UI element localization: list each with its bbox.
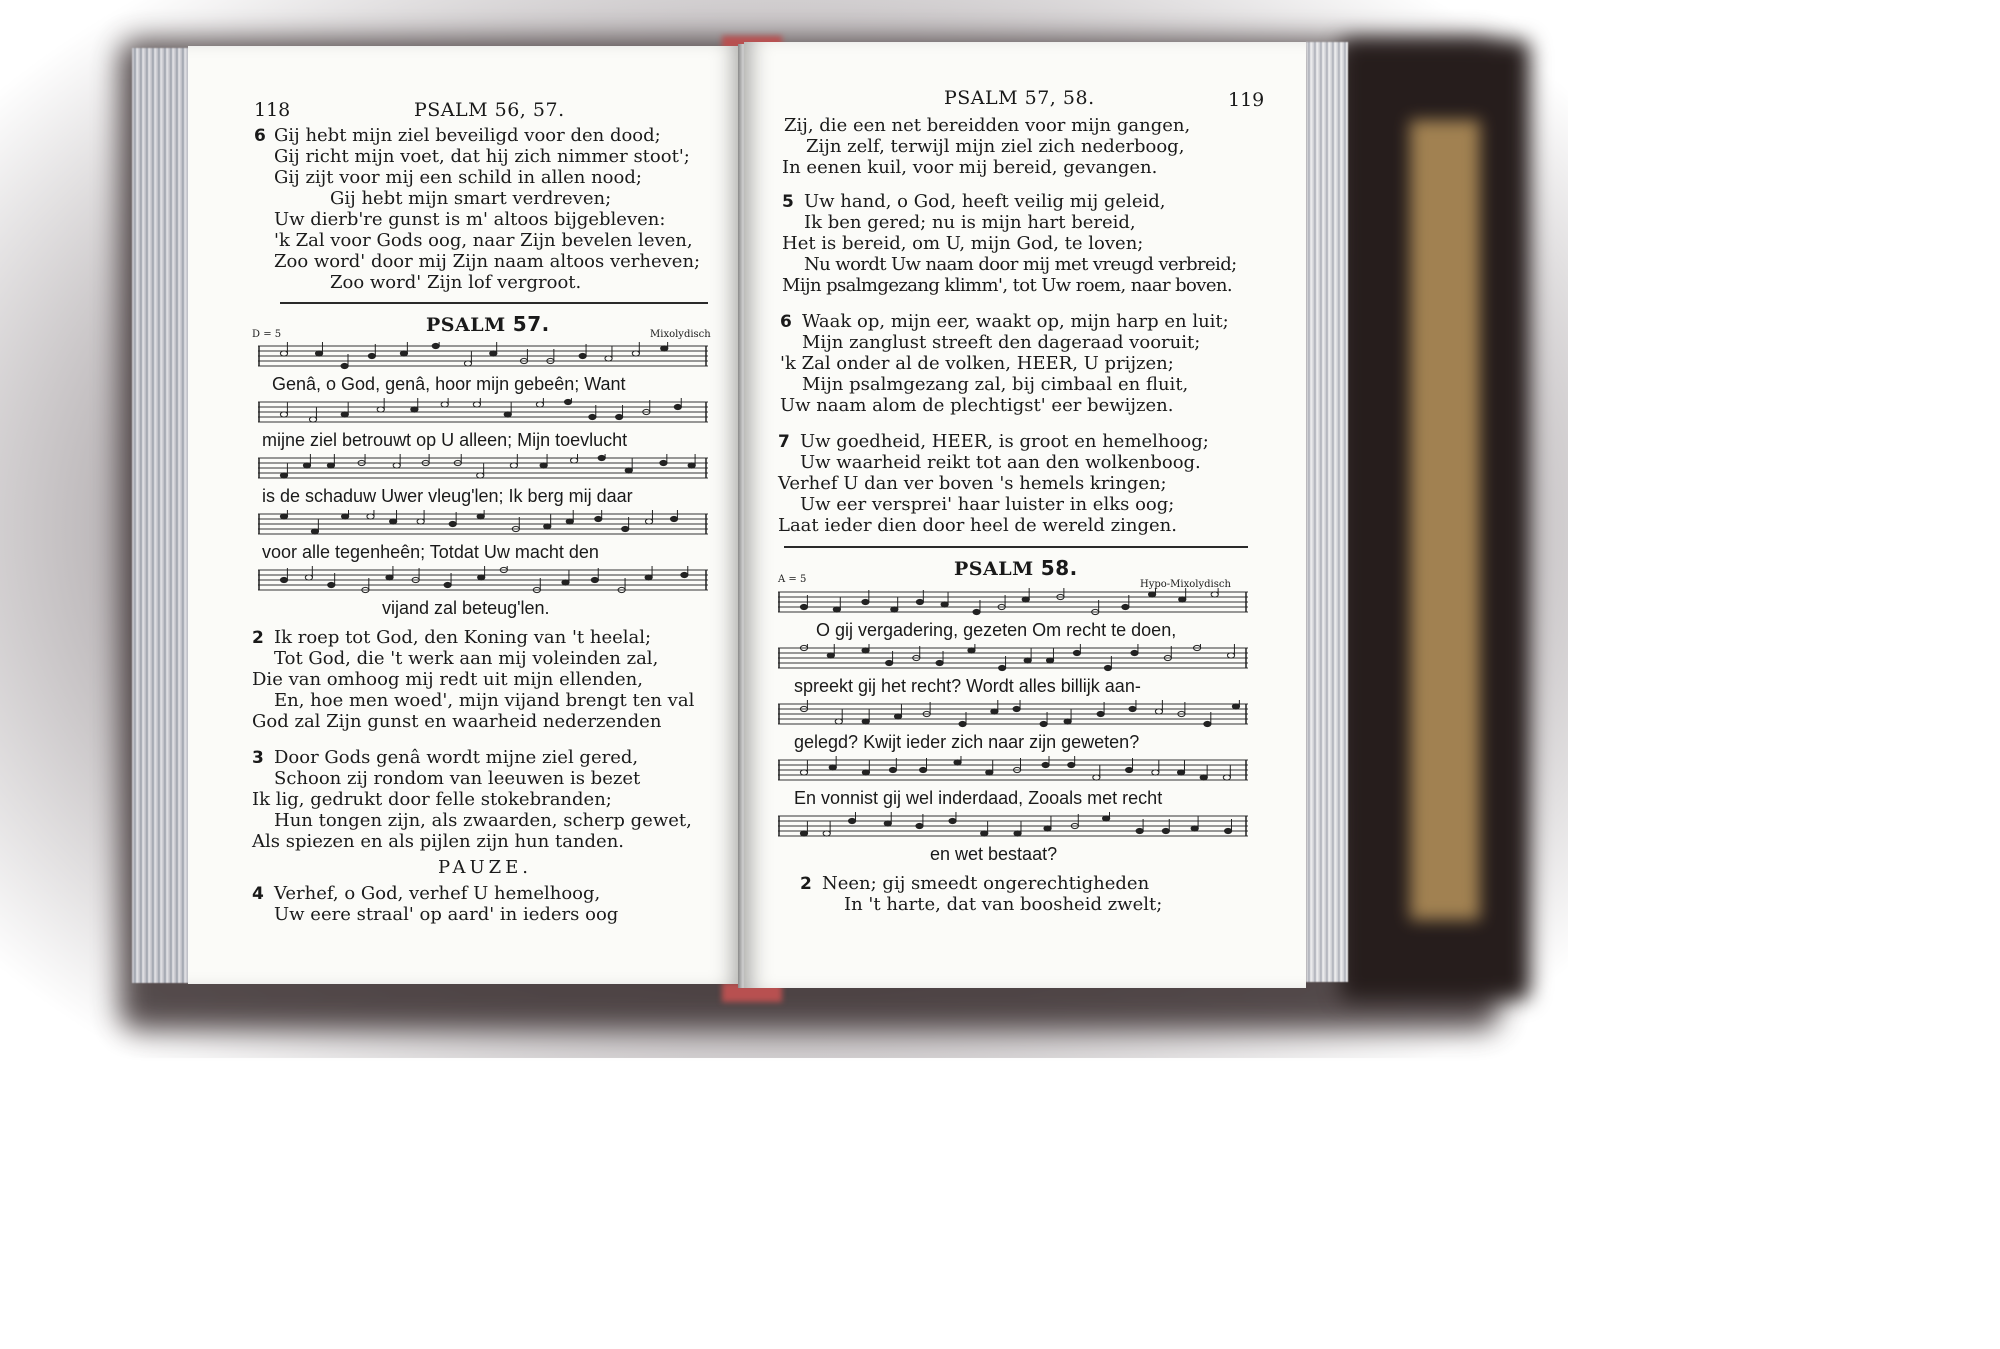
note-head	[823, 831, 830, 836]
verse-line: Mijn psalmgezang klimm', tot Uw roem, naar boven.	[782, 275, 1232, 296]
note-head	[1046, 658, 1053, 663]
verse-line: Gij richt mijn voet, dat hij zich nimmer stoot';	[274, 146, 690, 167]
note-head	[954, 760, 961, 765]
note-head	[1014, 831, 1021, 836]
note-head	[540, 463, 547, 468]
note-head	[991, 709, 998, 714]
note-head	[1022, 597, 1029, 602]
note-head	[681, 572, 688, 577]
note-head	[973, 609, 980, 614]
lyric-line: gelegd? Kwijt ieder zich naar zijn geweten?	[794, 732, 1140, 752]
running-header: PSALM 57, 58.	[944, 87, 1095, 109]
note-head	[848, 818, 855, 823]
note-head	[1122, 604, 1129, 609]
verse-line: Hun tongen zijn, als zwaarden, scherp gewet,	[274, 810, 692, 831]
verse-line: Zijn zelf, terwijl mijn ziel zich nederboog,	[806, 136, 1185, 157]
verse-line: Uw dierb're gunst is m' altoos bijgebleven:	[274, 209, 666, 230]
note-head	[1200, 775, 1207, 780]
note-head	[303, 463, 310, 468]
verse-line: Ik roep tot God, den Koning van 't heelal;	[274, 627, 652, 648]
verse-line: God zal Zijn gunst en waarheid nederzenden	[252, 711, 662, 732]
verse-line: Ik ben gered; nu is mijn hart bereid,	[804, 212, 1136, 233]
running-header: PSALM 56, 57.	[414, 99, 565, 121]
note-head	[1068, 762, 1075, 767]
note-head	[999, 665, 1006, 670]
music-staff	[778, 644, 1248, 672]
note-head	[589, 414, 596, 419]
psalm-title: PSALM 58.	[954, 556, 1078, 580]
note-head	[1042, 762, 1049, 767]
mode-label: Hypo-Mixolydisch	[1140, 579, 1231, 590]
music-staff	[778, 756, 1248, 784]
page-edges-right	[1306, 42, 1348, 982]
book-cover-leather	[1410, 120, 1480, 920]
verse-line: Zij, die een net bereidden voor mijn gangen,	[784, 115, 1191, 136]
verse-line: Nu wordt Uw naam door mij met vreugd verbreid;	[804, 254, 1237, 275]
note-head	[464, 361, 471, 366]
verse-line: Verhef, o God, verhef U hemelhoog,	[274, 883, 601, 904]
note-head	[1024, 658, 1031, 663]
verse-line: Die van omhoog mij redt uit mijn ellenden,	[252, 669, 643, 690]
section-divider	[784, 546, 1248, 548]
note-head	[280, 412, 287, 417]
lyric-line: voor alle tegenheên; Totdat Uw macht den	[262, 542, 599, 562]
verse-line: Uw naam alom de plechtigst' eer bewijzen.	[780, 395, 1174, 416]
note-head	[891, 607, 898, 612]
note-head	[833, 607, 840, 612]
note-head	[968, 648, 975, 653]
lyric-line: En vonnist gij wel inderdaad, Zooals met recht	[794, 788, 1163, 808]
note-head	[1131, 650, 1138, 655]
note-head	[1211, 592, 1218, 597]
note-head	[311, 529, 318, 534]
note-head	[605, 356, 612, 361]
lyric-line: Genâ, o God, genâ, hoor mijn gebeên; Want	[272, 374, 626, 394]
note-head	[280, 473, 287, 478]
note-head	[327, 463, 334, 468]
note-head	[432, 343, 439, 348]
note-head	[441, 402, 448, 407]
note-head	[305, 575, 312, 580]
note-head	[504, 412, 511, 417]
note-head	[390, 519, 397, 524]
lyric-line: mijne ziel betrouwt op U alleen; Mijn toevlucht	[262, 430, 628, 450]
note-head	[341, 412, 348, 417]
music-staff	[258, 510, 708, 538]
verse-line: In 't harte, dat van boosheid zwelt;	[844, 894, 1163, 915]
note-head	[536, 402, 543, 407]
note-head	[1013, 706, 1020, 711]
note-head	[632, 351, 639, 356]
mode-label: Mixolydisch	[650, 329, 711, 340]
lyric-line: O gij vergadering, gezeten Om recht te doen,	[816, 620, 1177, 640]
note-head	[981, 831, 988, 836]
note-head	[1179, 597, 1186, 602]
music-staff	[258, 566, 708, 594]
music-staff	[778, 700, 1248, 728]
verse-line: Uw eer versprei' haar luister in elks oog;	[800, 494, 1175, 515]
music-staff	[778, 588, 1248, 616]
note-head	[894, 714, 901, 719]
verse-line: Als spiezen en als pijlen zijn hun tanden.	[252, 831, 625, 852]
lyric-line: is de schaduw Uwer vleug'len; Ik berg mij daar	[262, 486, 633, 506]
left-page	[188, 46, 740, 984]
verse-line: Uw waarheid reikt tot aan den wolkenboog.	[800, 452, 1201, 473]
verse-line: In eenen kuil, voor mij bereid, gevangen.	[782, 157, 1158, 178]
pauze-marker: PAUZE.	[438, 857, 532, 878]
music-staff	[258, 342, 708, 370]
note-head	[490, 351, 497, 356]
note-head	[393, 463, 400, 468]
note-head	[328, 582, 335, 587]
music-staff	[778, 812, 1248, 840]
note-head	[341, 363, 348, 368]
verse-line: Schoon zij rondom van leeuwen is bezet	[274, 768, 641, 789]
note-head	[449, 521, 456, 526]
note-head	[570, 458, 577, 463]
note-head	[862, 599, 869, 604]
note-head	[616, 414, 623, 419]
verse-line: Uw eere straal' op aard' in ieders oog	[274, 904, 619, 925]
note-head	[986, 770, 993, 775]
note-head	[1227, 653, 1234, 658]
verse-line: Laat ieder dien door heel de wereld zingen.	[778, 515, 1177, 536]
note-head	[884, 821, 891, 826]
note-head	[444, 582, 451, 587]
note-head	[1148, 592, 1155, 597]
verse-number: 6	[780, 312, 792, 332]
note-head	[800, 604, 807, 609]
note-head	[862, 719, 869, 724]
note-head	[1126, 767, 1133, 772]
note-head	[564, 399, 571, 404]
note-head	[400, 351, 407, 356]
note-head	[566, 519, 573, 524]
note-head	[377, 407, 384, 412]
note-head	[478, 575, 485, 580]
note-head	[660, 460, 667, 465]
verse-line: Gij hebt mijn ziel beveiligd voor den dood;	[274, 125, 661, 146]
lyric-line: spreekt gij het recht? Wordt alles billijk aan-	[794, 676, 1141, 696]
note-head	[595, 516, 602, 521]
note-head	[645, 519, 652, 524]
verse-number: 2	[252, 628, 264, 648]
note-head	[916, 599, 923, 604]
music-staff	[258, 398, 708, 426]
note-head	[1044, 826, 1051, 831]
lyric-line: vijand zal beteug'len.	[382, 598, 550, 618]
verse-line: Het is bereid, om U, mijn God, te loven;	[782, 233, 1144, 254]
note-head	[368, 353, 375, 358]
note-head	[1232, 704, 1239, 709]
verse-line: Zoo word' Zijn lof vergroot.	[330, 272, 582, 293]
note-head	[477, 514, 484, 519]
verse-number: 4	[252, 884, 264, 904]
note-head	[835, 719, 842, 724]
verse-line: Gij zijt voor mij een schild in allen nood;	[274, 167, 642, 188]
note-head	[959, 721, 966, 726]
note-head	[1097, 711, 1104, 716]
verse-line: Verhef U dan ver boven 's hemels kringen;	[778, 473, 1167, 494]
note-head	[1064, 719, 1071, 724]
note-head	[1223, 775, 1230, 780]
tempo-mark: A = 5	[778, 574, 807, 585]
note-head	[1224, 828, 1231, 833]
note-head	[411, 407, 418, 412]
verse-line: En, hoe men woed', mijn vijand brengt ten val	[274, 690, 695, 711]
verse-line: Gij hebt mijn smart verdreven;	[330, 188, 612, 209]
verse-line: Uw hand, o God, heeft veilig mij geleid,	[804, 191, 1166, 212]
note-head	[1136, 828, 1143, 833]
note-head	[1162, 828, 1169, 833]
verse-line: Door Gods genâ wordt mijne ziel gered,	[274, 747, 639, 768]
note-head	[827, 653, 834, 658]
section-divider	[280, 302, 708, 304]
note-head	[1191, 826, 1198, 831]
note-head	[800, 831, 807, 836]
verse-line: Mijn psalmgezang zal, bij cimbaal en fluit,	[802, 374, 1189, 395]
verse-number: 5	[782, 192, 794, 212]
note-head	[916, 823, 923, 828]
page-number: 118	[254, 99, 291, 121]
note-head	[800, 770, 807, 775]
tempo-mark: D = 5	[252, 329, 282, 340]
note-head	[280, 514, 287, 519]
note-head	[473, 402, 480, 407]
note-head	[645, 575, 652, 580]
note-head	[544, 524, 551, 529]
note-head	[591, 577, 598, 582]
page-number: 119	[1228, 89, 1265, 111]
note-head	[889, 767, 896, 772]
verse-number: 6	[254, 126, 266, 146]
verse-number: 7	[778, 432, 790, 452]
note-head	[598, 455, 605, 460]
note-head	[386, 575, 393, 580]
note-head	[1104, 665, 1111, 670]
psalm-title: PSALM 57.	[426, 312, 550, 336]
note-head	[829, 765, 836, 770]
note-head	[1155, 709, 1162, 714]
verse-line: Ik lig, gedrukt door felle stokebranden;	[252, 789, 612, 810]
note-head	[315, 351, 322, 356]
verse-line: 'k Zal voor Gods oog, naar Zijn bevelen leven,	[274, 230, 693, 251]
note-head	[280, 351, 287, 356]
right-page	[744, 42, 1306, 988]
note-head	[936, 660, 943, 665]
note-head	[1103, 816, 1110, 821]
note-head	[920, 767, 927, 772]
note-head	[579, 353, 586, 358]
note-head	[417, 519, 424, 524]
note-head	[661, 346, 668, 351]
note-head	[625, 468, 632, 473]
note-head	[510, 463, 517, 468]
note-head	[862, 770, 869, 775]
verse-line: 'k Zal onder al de volken, HEER, U prijzen;	[780, 353, 1174, 374]
note-head	[1152, 770, 1159, 775]
note-head	[1093, 775, 1100, 780]
note-head	[688, 463, 695, 468]
lyric-line: en wet bestaat?	[930, 844, 1058, 864]
note-head	[309, 417, 316, 422]
note-head	[674, 404, 681, 409]
note-head	[670, 516, 677, 521]
verse-line: Neen; gij smeedt ongerechtigheden	[822, 873, 1150, 894]
note-head	[1129, 706, 1136, 711]
note-head	[1204, 721, 1211, 726]
page-edges-left	[132, 48, 190, 983]
verse-line: Tot God, die 't werk aan mij voleinden zal,	[274, 648, 659, 669]
note-head	[1073, 650, 1080, 655]
verse-number: 2	[800, 874, 812, 894]
verse-line: Uw goedheid, HEER, is groot en hemelhoog;	[800, 431, 1209, 452]
verse-line: Zoo word' door mij Zijn naam altoos verheven;	[274, 251, 701, 272]
note-head	[886, 660, 893, 665]
note-head	[949, 818, 956, 823]
note-head	[342, 514, 349, 519]
note-head	[562, 580, 569, 585]
note-head	[941, 602, 948, 607]
note-head	[280, 577, 287, 582]
note-head	[1040, 721, 1047, 726]
note-head	[367, 514, 374, 519]
note-head	[477, 473, 484, 478]
verse-number: 3	[252, 748, 264, 768]
note-head	[862, 648, 869, 653]
music-staff	[258, 454, 708, 482]
note-head	[622, 526, 629, 531]
verse-line: Waak op, mijn eer, waakt op, mijn harp en luit;	[802, 311, 1229, 332]
note-head	[1177, 770, 1184, 775]
verse-line: Mijn zanglust streeft den dageraad vooruit;	[802, 332, 1201, 353]
